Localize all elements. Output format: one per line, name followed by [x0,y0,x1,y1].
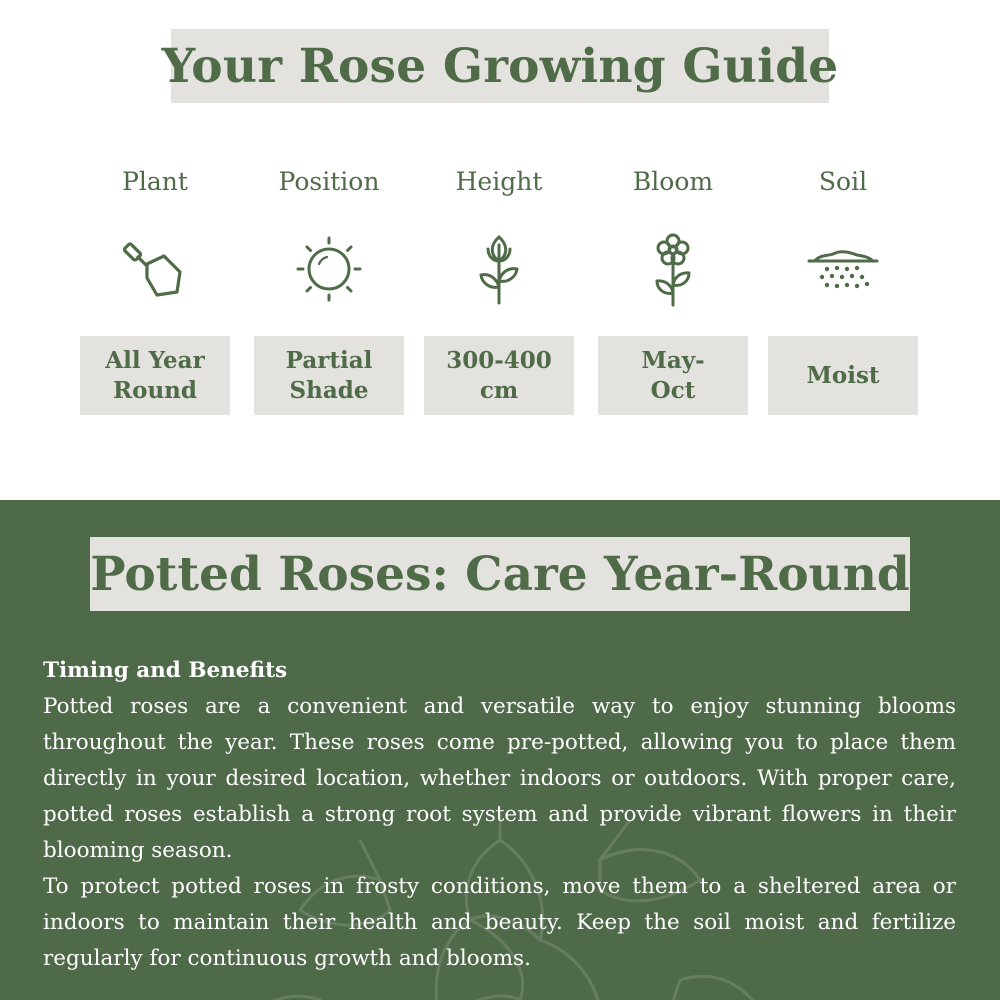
sun-icon [254,230,404,308]
guide-item-value [80,336,230,415]
section-title: Potted Roses: Care Year-Round [90,546,910,602]
value-line: All Year [105,346,205,374]
care-paragraph-2: To protect potted roses in frosty conditions, move them to a sheltered area or indoors to maintain their health and beauty. Keep the soil moist and fertilize regularly for continuous growth and blooms. [43,874,956,971]
flower-icon [598,230,748,308]
value-line: 300-400 [446,346,552,374]
value-line: Oct [650,376,696,404]
guide-item-value [254,336,404,415]
value-line: cm [479,376,519,404]
guide-item-value [598,336,748,415]
care-heading: Timing and Benefits [43,658,288,683]
care-title-banner [90,537,910,611]
value-line: Shade [289,376,369,404]
value-line: May- [641,346,705,374]
guide-item-position [254,160,404,404]
guide-item-label: Soil [818,167,868,196]
soil-icon [768,230,918,308]
guide-item-bloom [598,160,748,404]
guide-item-soil [768,160,918,389]
trowel-icon [80,230,230,308]
guide-item-label: Plant [122,167,188,196]
guide-item-plant [80,160,230,404]
guide-title-banner [161,29,839,103]
value-line: Partial [285,346,373,374]
guide-item-value [768,336,918,415]
guide-item-label: Height [455,167,543,196]
care-body [43,653,956,977]
page-title: Your Rose Growing Guide [161,38,839,94]
guide-item-label: Position [278,167,380,196]
value-line: Moist [806,361,880,389]
guide-item-value [424,336,574,415]
sprout-icon [424,230,574,308]
guide-item-height [424,160,574,404]
guide-item-label: Bloom [632,167,714,196]
care-paragraph-1: Potted roses are a convenient and versatile way to enjoy stunning blooms throughout the year. These roses come pre-potted, allowing you to place them directly in your desired location, whether indoors or outdoors. With proper care, potted roses establish a strong root system and provide vibrant flowers in their blooming season. [43,694,956,863]
value-line: Round [113,376,197,404]
care-section [0,500,1000,1000]
